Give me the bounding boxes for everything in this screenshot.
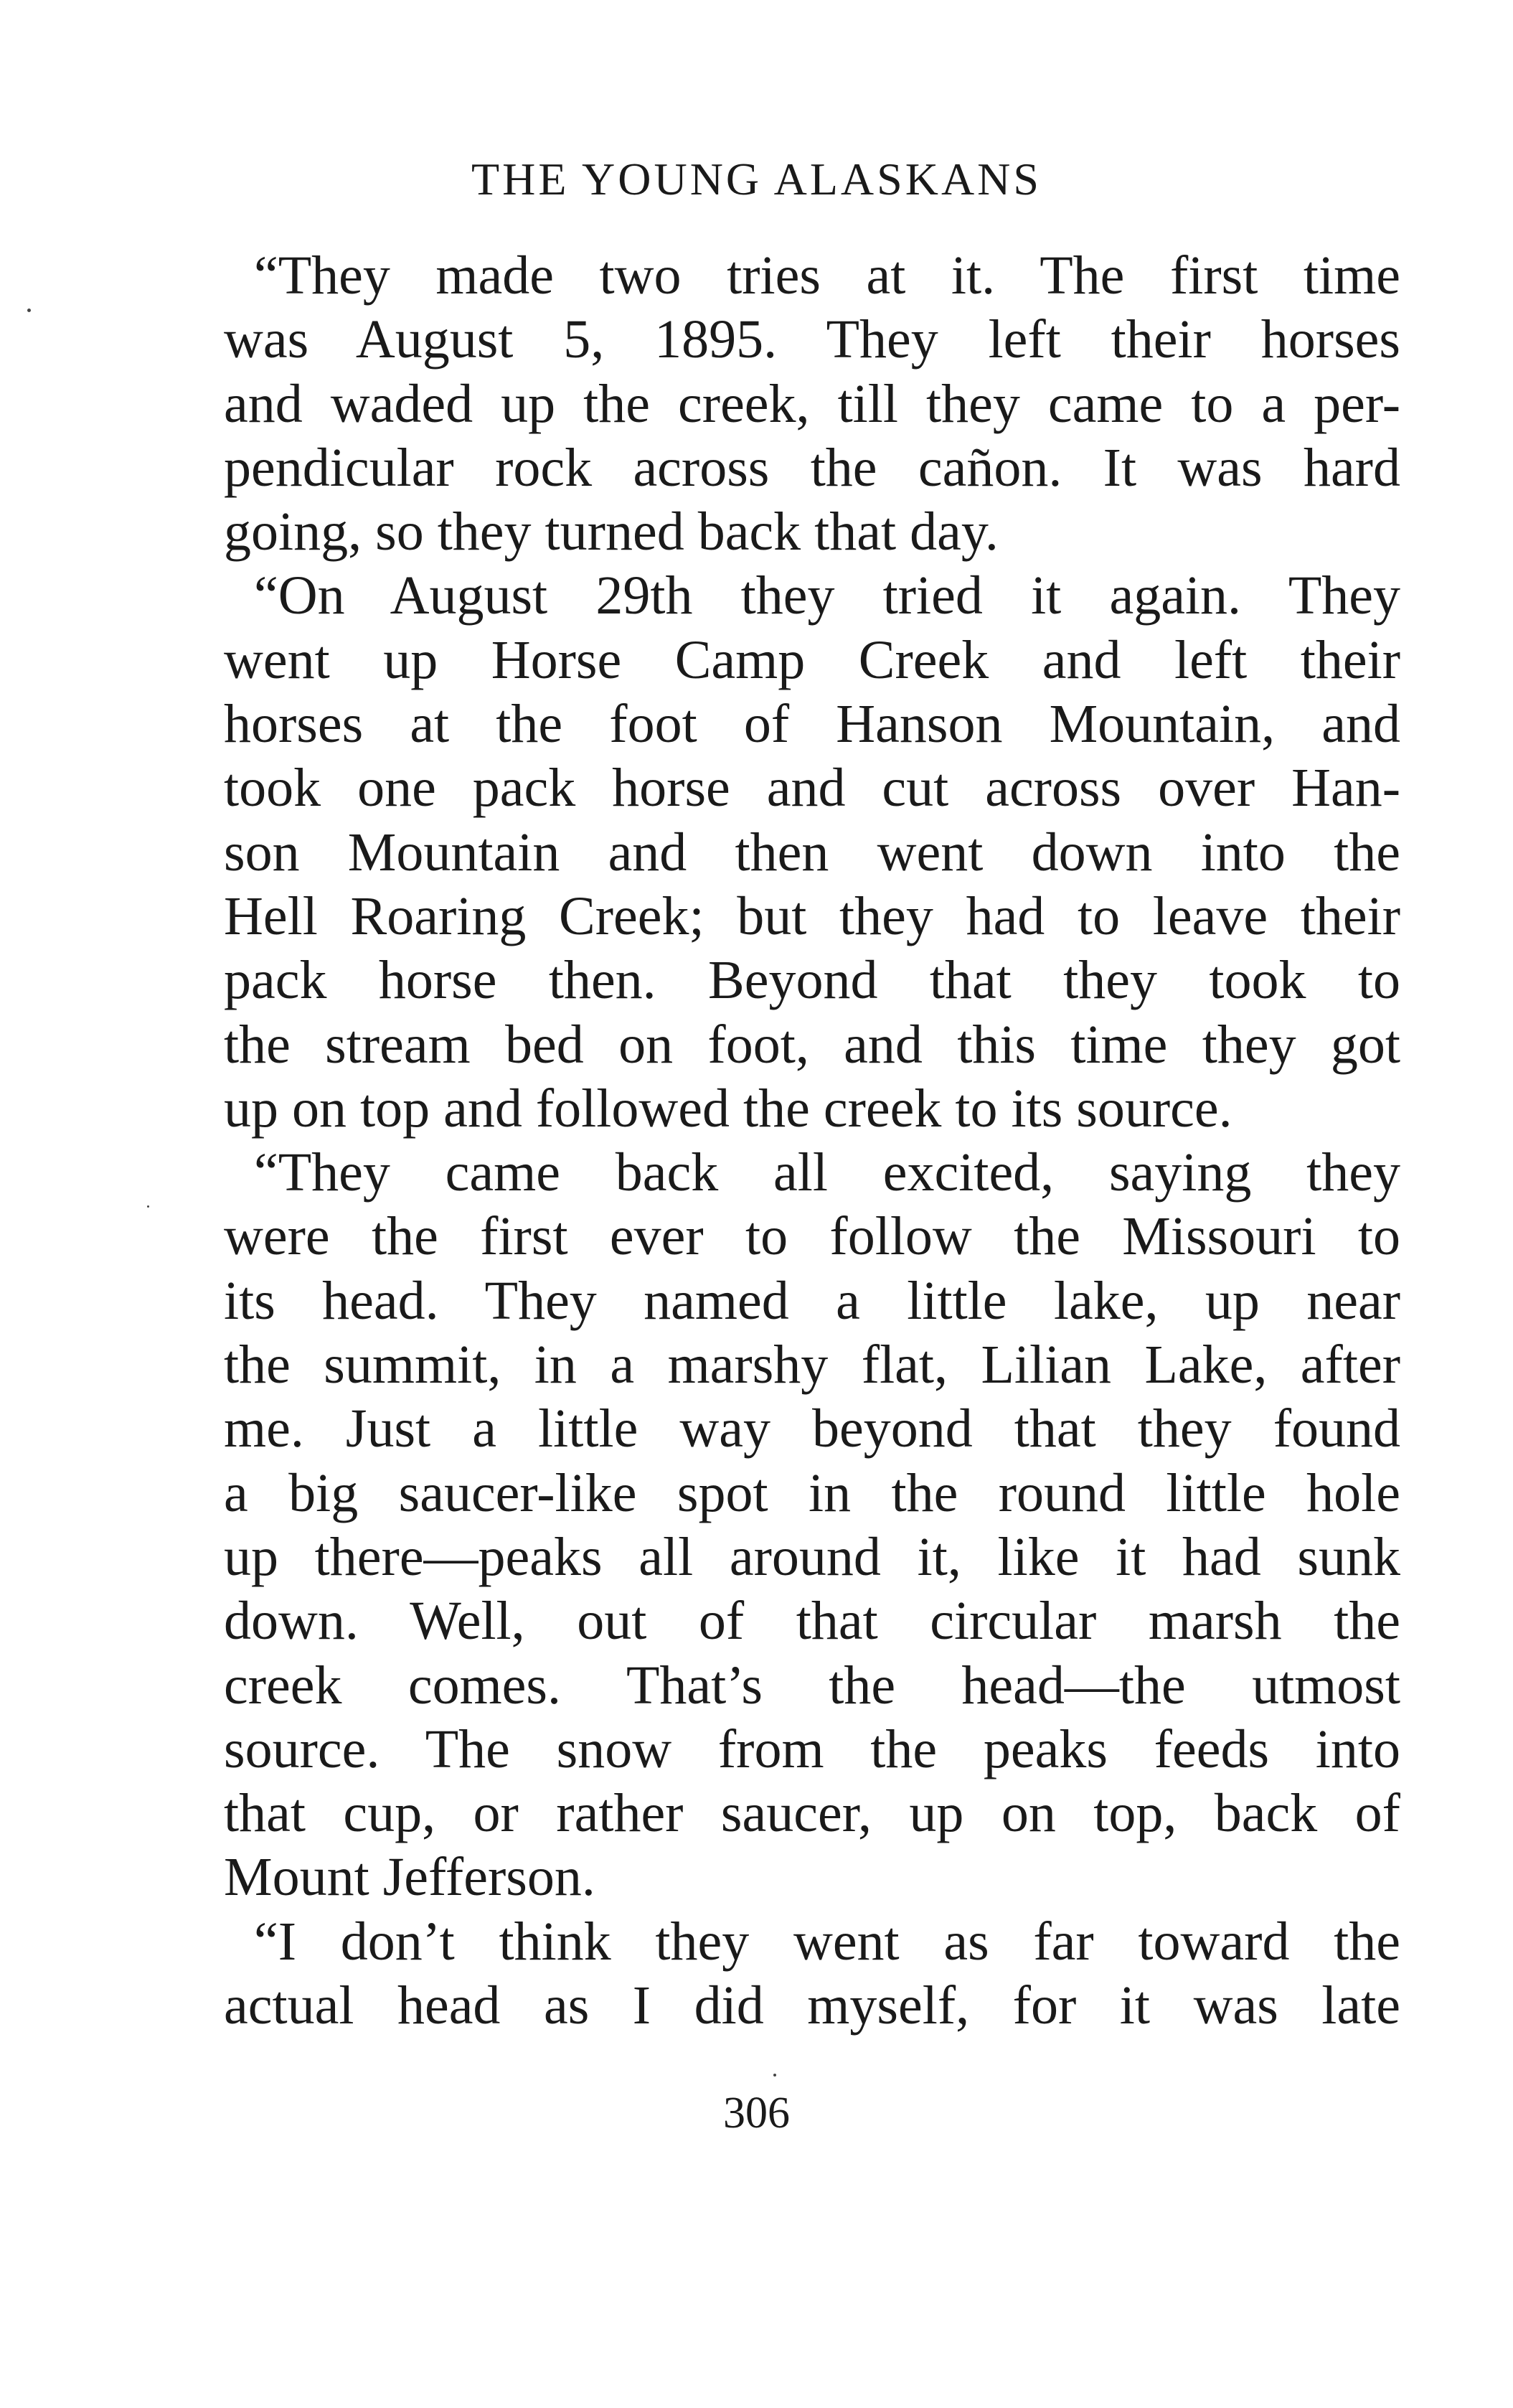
text-line: the summit, in a marshy flat, Lilian Lake, after — [224, 1335, 1400, 1396]
text-line: going, so they turned back that day. — [224, 502, 999, 563]
text-line: a big saucer-like spot in the round little hole — [224, 1462, 1400, 1523]
text-line: and waded up the creek, till they came to a per- — [224, 373, 1400, 434]
text-line: “They made two tries at it. The first time — [254, 245, 1400, 306]
text-line: “They came back all excited, saying they — [254, 1142, 1400, 1203]
text-line: actual head as I did myself, for it was late — [224, 1975, 1400, 2036]
text-line: went up Horse Camp Creek and left their — [224, 629, 1400, 690]
text-line: the stream bed on foot, and this time they got — [224, 1014, 1400, 1075]
text-line: its head. They named a little lake, up near — [224, 1270, 1400, 1331]
text-line: down. Well, out of that circular marsh the — [224, 1591, 1400, 1652]
text-line: that cup, or rather saucer, up on top, back of — [224, 1783, 1400, 1844]
text-line: up there—peaks all around it, like it had sunk — [224, 1526, 1400, 1587]
text-line: son Mountain and then went down into the — [224, 822, 1400, 883]
text-line: pendicular rock across the cañon. It was hard — [224, 437, 1400, 498]
text-line: “I don’t think they went as far toward the — [254, 1911, 1400, 1972]
paper-speck — [147, 1205, 149, 1208]
text-line: me. Just a little way beyond that they found — [224, 1398, 1400, 1459]
text-line: up on top and followed the creek to its source. — [224, 1078, 1232, 1139]
page-number: 306 — [723, 2089, 790, 2137]
text-line: creek comes. That’s the head—the utmost — [224, 1655, 1400, 1716]
text-line: source. The snow from the peaks feeds into — [224, 1718, 1400, 1779]
paper-speck — [27, 309, 31, 312]
paper-speck — [773, 2074, 776, 2077]
text-line: took one pack horse and cut across over Han- — [224, 758, 1400, 819]
text-line: Mount Jefferson. — [224, 1847, 595, 1908]
text-line: pack horse then. Beyond that they took to — [224, 950, 1400, 1011]
text-line: Hell Roaring Creek; but they had to leave their — [224, 885, 1400, 946]
text-line: “On August 29th they tried it again. They — [254, 565, 1400, 626]
text-line: horses at the foot of Hanson Mountain, and — [224, 694, 1400, 755]
running-head: THE YOUNG ALASKANS — [471, 154, 1042, 204]
text-line: was August 5, 1895. They left their horses — [224, 309, 1400, 370]
text-line: were the first ever to follow the Missouri to — [224, 1206, 1400, 1267]
body-text — [224, 244, 1400, 2038]
